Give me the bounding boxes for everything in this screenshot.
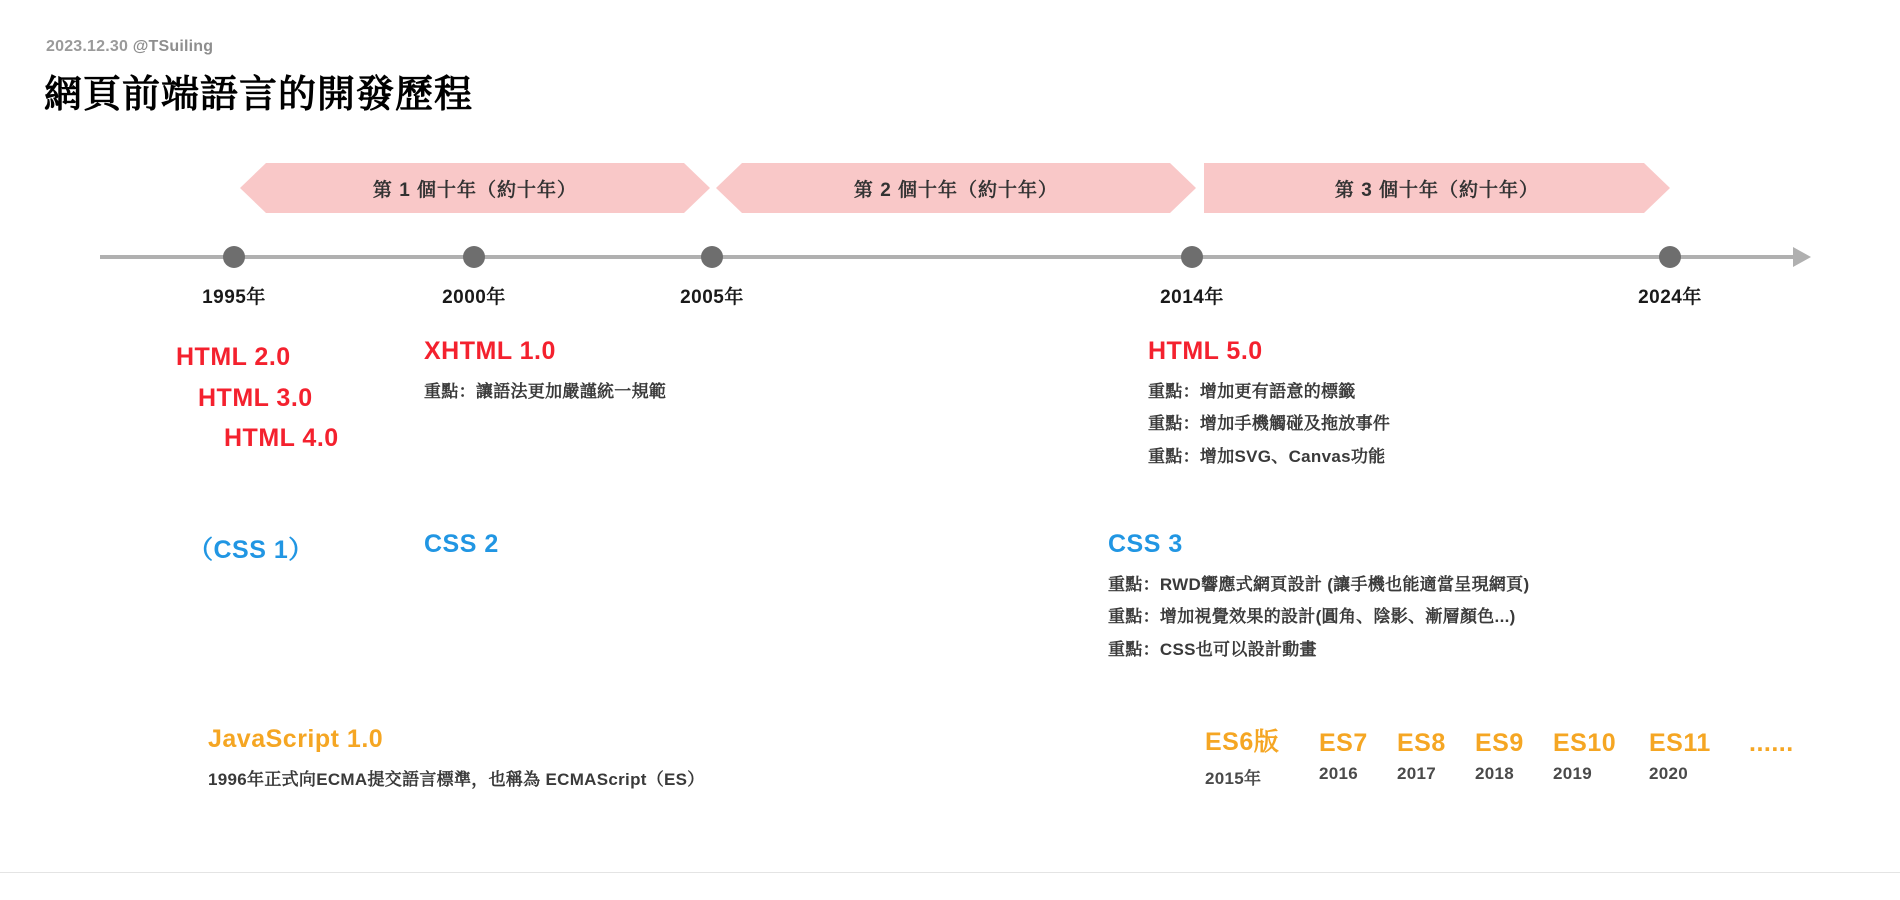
es-year-2019: 2019: [1553, 764, 1593, 783]
es-name-es9: ES9: [1475, 729, 1524, 757]
html-version-4: HTML 4.0: [224, 424, 339, 452]
block-html-1995: [176, 337, 339, 459]
timeline-node-2014: [1181, 246, 1203, 268]
es-year-2020: 2020: [1649, 764, 1689, 783]
css3-note-3: 重點：CSS也可以設計動畫: [1108, 639, 1317, 659]
decade-arrow-3: [1204, 163, 1670, 213]
es-name-more: ......: [1749, 729, 1794, 757]
footer-divider: [0, 872, 1900, 873]
javascript-heading: JavaScript 1.0: [208, 725, 384, 753]
block-css1: [188, 530, 314, 576]
html-version-3: HTML 3.0: [198, 383, 313, 412]
es-name-es7: ES7: [1319, 729, 1368, 757]
es-year-2015: 2015年: [1205, 769, 1262, 788]
block-javascript: [208, 725, 705, 796]
decade-label-1: 第 1 個十年（約十年）: [372, 179, 578, 201]
html5-heading: HTML 5.0: [1148, 337, 1263, 365]
javascript-note-1: 1996年正式向ECMA提交語言標準，也稱為 ECMAScript（ES）: [208, 770, 705, 789]
html-version-2: HTML 2.0: [176, 343, 291, 371]
xhtml-note-1: 重點：讓語法更加嚴謹統一規範: [424, 382, 667, 401]
timeline-label-2024: 2024年: [1638, 287, 1702, 308]
meta-line: [46, 38, 213, 56]
block-css3: [1108, 530, 1529, 666]
es-year-2016: 2016: [1319, 764, 1359, 783]
publish-date: 2023.12.30: [46, 38, 129, 55]
timeline-label-2005: 2005年: [680, 287, 744, 308]
html5-note-1: 重點：增加更有語意的標籤: [1148, 382, 1356, 401]
timeline-node-2000: [463, 246, 485, 268]
css1-heading: （CSS 1）: [188, 536, 314, 564]
es-year-row: [1205, 764, 1794, 789]
es-name-es11: ES11: [1649, 729, 1711, 757]
es-year-2018: 2018: [1475, 764, 1515, 783]
xhtml-heading: XHTML 1.0: [424, 337, 556, 365]
css3-heading: CSS 3: [1108, 530, 1183, 558]
decade-arrow-2: [716, 163, 1196, 213]
timeline-label-2014: 2014年: [1160, 287, 1224, 308]
timeline-arrowhead-icon: [1793, 247, 1811, 267]
decade-arrow-group: [0, 163, 1900, 219]
timeline-node-2005: [701, 246, 723, 268]
block-xhtml-2000: [424, 337, 666, 408]
es-year-2017: 2017: [1397, 764, 1437, 783]
es-name-es6: ES6版: [1205, 728, 1280, 756]
decade-arrow-1: [240, 163, 710, 213]
es-name-es8: ES8: [1397, 729, 1446, 757]
timeline-node-1995: [223, 246, 245, 268]
timeline-node-2024: [1659, 246, 1681, 268]
block-html5-2014: [1148, 337, 1390, 473]
timeline-axis: [100, 255, 1800, 259]
timeline-label-1995: 1995年: [202, 287, 266, 308]
author-handle: @TSuiling: [132, 38, 214, 55]
block-es-versions: [1205, 722, 1794, 789]
decade-label-3: 第 3 個十年（約十年）: [1334, 179, 1540, 201]
css3-note-2: 重點：增加視覺效果的設計(圓角、陰影、漸層顏色...): [1108, 607, 1516, 627]
page-title: 網頁前端語言的開發歷程: [44, 74, 474, 116]
block-css2: [424, 530, 499, 569]
es-name-row: [1205, 722, 1794, 758]
timeline-label-2000: 2000年: [442, 287, 506, 308]
es-name-es10: ES10: [1553, 729, 1617, 757]
html5-note-3: 重點：增加SVG、Canvas功能: [1148, 446, 1386, 466]
css3-note-1: 重點：RWD響應式網頁設計 (讓手機也能適當呈現網頁): [1108, 575, 1530, 594]
html5-note-2: 重點：增加手機觸碰及拖放事件: [1148, 414, 1391, 434]
decade-label-2: 第 2 個十年（約十年）: [853, 179, 1059, 201]
css2-heading: CSS 2: [424, 530, 499, 558]
